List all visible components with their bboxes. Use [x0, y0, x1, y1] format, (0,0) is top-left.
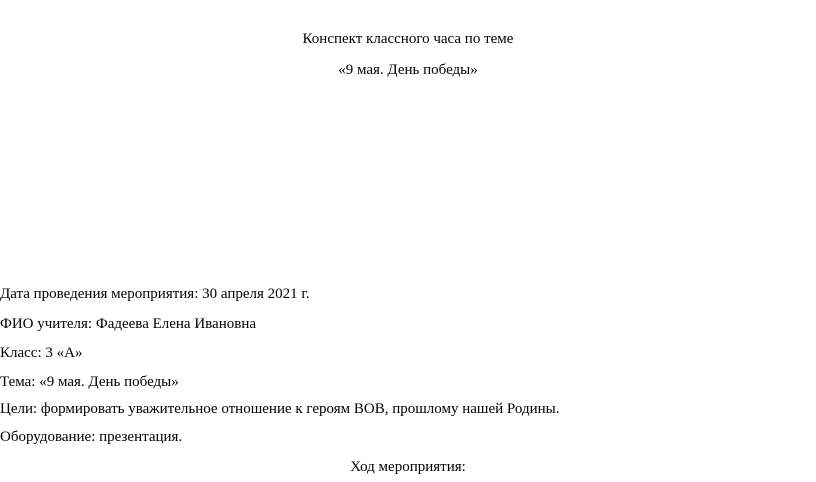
document-title-line-1: Конспект классного часа по теме — [302, 31, 514, 47]
event-date-line: Дата проведения мероприятия: 30 апреля 2021 г. — [0, 286, 310, 302]
class-line: Класс: 3 «А» — [0, 345, 83, 361]
document-title-line-2: «9 мая. День победы» — [338, 62, 478, 78]
topic-line: Тема: «9 мая. День победы» — [0, 374, 179, 390]
event-progress-heading: Ход мероприятия: — [350, 459, 466, 475]
goals-line: Цели: формировать уважительное отношение к героям ВОВ, прошлому нашей Родины. — [0, 401, 560, 417]
teacher-name-line: ФИО учителя: Фадеева Елена Ивановна — [0, 316, 257, 332]
equipment-line: Оборудование: презентация. — [0, 429, 183, 445]
